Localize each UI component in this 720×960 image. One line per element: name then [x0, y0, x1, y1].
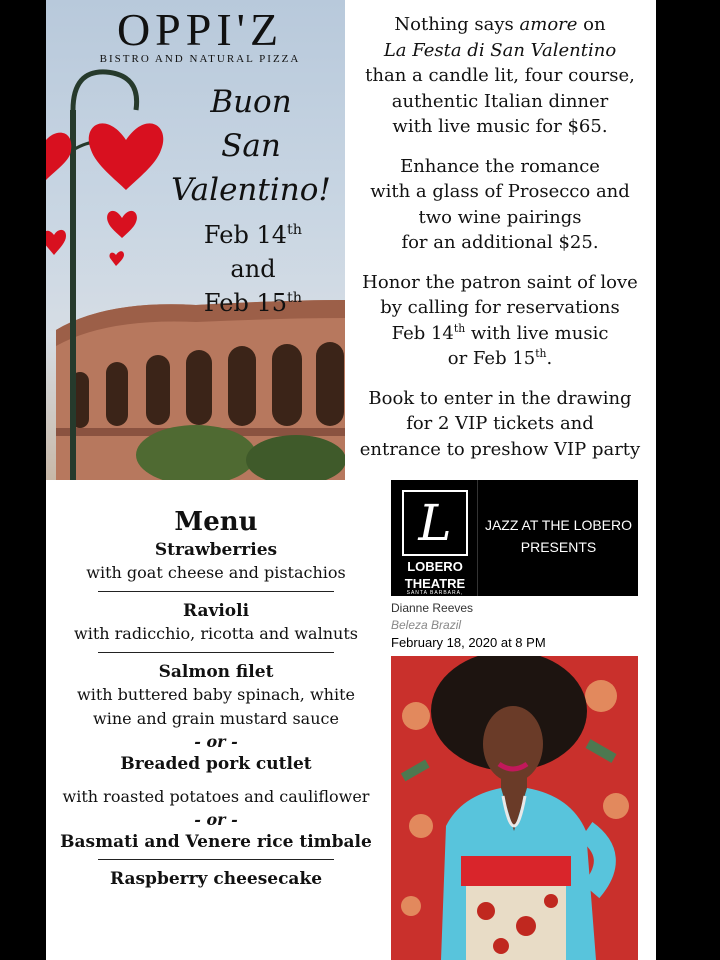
- event-info: [391, 600, 641, 651]
- valentine-greeting: [161, 80, 341, 212]
- menu-divider: [98, 591, 334, 592]
- event-datetime: February 18, 2020 at 8 PM: [391, 635, 546, 650]
- course-3a-dish: Salmon filet: [158, 662, 274, 682]
- course-3b-desc: with roasted potatoes and cauliflower: [62, 787, 370, 806]
- dinner-menu: [46, 505, 386, 890]
- promo-paragraph-1: Nothing says amore on La Festa di San Valentino than a candle lit, four course, authentic Italian dinner with live music for $65.: [365, 14, 635, 137]
- menu-divider: [98, 859, 334, 860]
- event-dates: [178, 218, 328, 320]
- course-3c-dish: Basmati and Venere rice timbale: [60, 832, 372, 852]
- course-3a-desc-2: wine and grain mustard sauce: [93, 709, 339, 728]
- logo-tagline: BISTRO AND NATURAL PIZZA: [99, 53, 301, 65]
- date-2: Feb 15th: [203, 289, 303, 317]
- valentine-poster: [46, 0, 345, 480]
- course-1-dish: Strawberries: [154, 540, 278, 560]
- lobero-theatre-logo: [401, 490, 469, 602]
- lobero-name-1: LOBERO: [407, 559, 463, 574]
- greeting-line-3: Valentino!: [171, 172, 331, 208]
- jazz-title-line-2: PRESENTS: [520, 539, 597, 555]
- course-3a-desc-1: with buttered baby spinach, white: [77, 685, 355, 704]
- promo-text: [346, 12, 654, 476]
- artist-name: Dianne Reeves: [391, 601, 474, 615]
- menu-divider: [98, 652, 334, 653]
- greeting-line-1: Buon: [210, 84, 292, 120]
- jazz-at-lobero-banner: [391, 480, 638, 602]
- promo-paragraph-4: Book to enter in the drawing for 2 VIP tickets and entrance to preshow VIP party: [359, 387, 641, 460]
- course-2-desc: with radicchio, ricotta and walnuts: [74, 624, 358, 643]
- promo-paragraph-3: Honor the patron saint of love by calling for reservations Feb 14th with live music or Feb 15th.: [362, 271, 638, 369]
- menu-or: - or -: [194, 732, 238, 751]
- flyer-page: [46, 0, 656, 960]
- oppiz-logo: [84, 4, 316, 65]
- course-3b-dish: Breaded pork cutlet: [120, 754, 312, 774]
- artist-photo: [391, 656, 638, 960]
- menu-title: Menu: [174, 507, 258, 537]
- menu-or: - or -: [194, 810, 238, 829]
- greeting-line-2: San: [221, 128, 281, 164]
- jazz-title: [479, 514, 638, 558]
- course-2-dish: Ravioli: [182, 601, 250, 621]
- lobero-city: SANTA BARBARA, CA: [406, 590, 464, 602]
- date-1: Feb 14th: [203, 221, 303, 249]
- lobero-name-2: THEATRE: [404, 576, 466, 591]
- course-4-dish: Raspberry cheesecake: [109, 869, 323, 889]
- course-1-desc: with goat cheese and pistachios: [86, 563, 346, 582]
- logo-name: OPPI'Z: [116, 4, 284, 55]
- album-name: Beleza Brazil: [391, 618, 462, 632]
- promo-paragraph-2: Enhance the romance with a glass of Prosecco and two wine pairings for an additional $25.: [370, 155, 630, 253]
- date-and: and: [230, 255, 276, 283]
- jazz-title-line-1: JAZZ AT THE LOBERO: [484, 517, 633, 533]
- artist-portrait-illustration: [391, 656, 638, 960]
- lobero-letter: L: [418, 494, 452, 552]
